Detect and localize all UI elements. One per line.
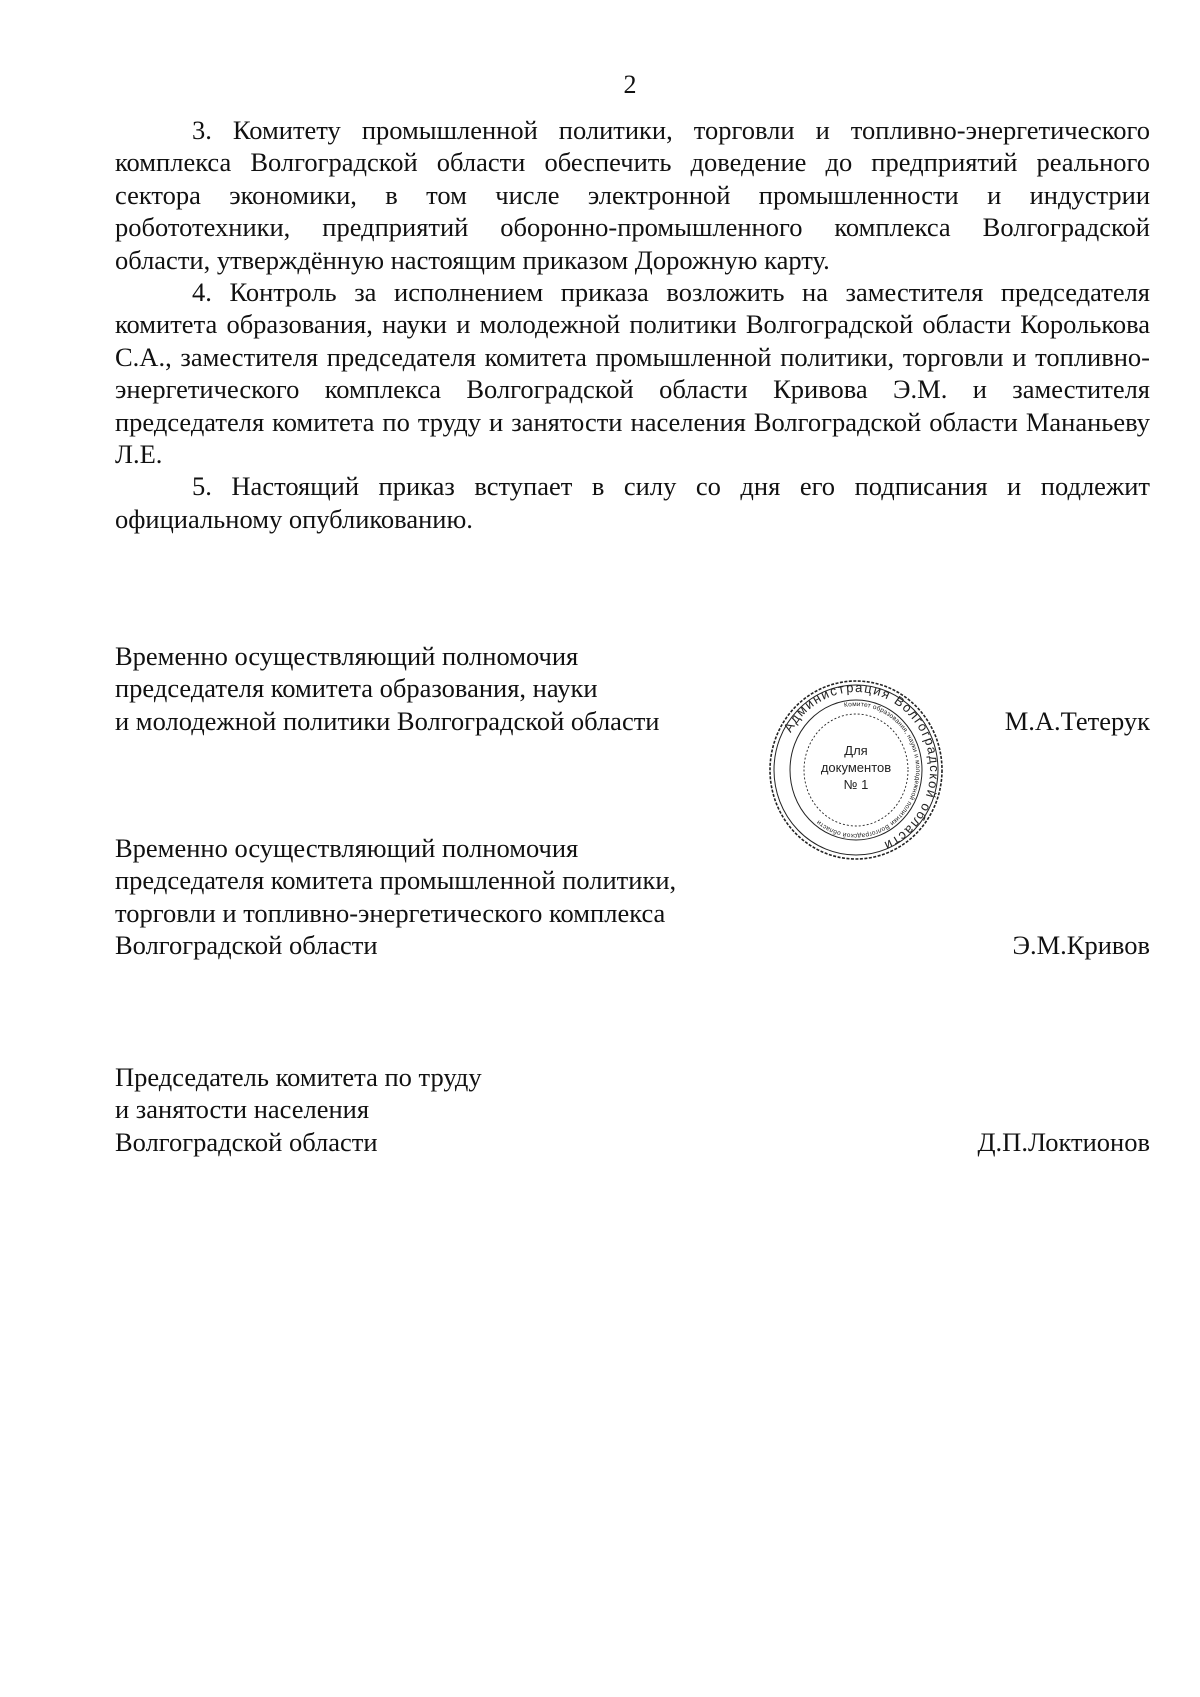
signature-title-line: Волгоградской области xyxy=(115,930,378,961)
seal-center-line: документов xyxy=(820,760,892,775)
signature-title-line: и занятости населения xyxy=(115,1094,370,1125)
signature-block-industry xyxy=(115,832,1150,962)
page-number: 2 xyxy=(623,70,637,99)
signature-title-line: торговли и топливно-энергетического комплекса xyxy=(115,897,666,928)
paragraph-5: 5. Настоящий приказ вступает в силу со дня его подписания и подлежит официальному опубликованию. xyxy=(115,471,1150,534)
signature-title-line: и молодежной политики Волгоградской области xyxy=(115,705,660,736)
signature-title-line: Временно осуществляющий полномочия xyxy=(115,641,579,671)
signature-title xyxy=(115,640,1150,737)
signature-title xyxy=(115,832,1150,962)
signature-block-education xyxy=(115,640,1150,737)
seal-outer-text: Администрация Волгоградской области xyxy=(780,679,943,854)
signature-title-line: Председатель комитета по труду xyxy=(115,1062,482,1092)
signature-block-labor xyxy=(115,1061,1150,1158)
paragraph-4: 4. Контроль за исполнением приказа возложить на заместителя председателя комитета образования, науки и молодежной политики Волгоградской области Королькова С.А., заместителя председателя комитета промышленной политики, торговли и топливно-энергетического комплекса Волгоградской области Кривова Э.М. и заместителя председателя комитета по труду и занятости населения Волгоградской области Мананьеву Л.Е. xyxy=(115,277,1150,470)
seal-center-line: № 1 xyxy=(843,777,869,792)
signature-title-line: председателя комитета промышленной политики, xyxy=(115,865,677,896)
seal-inner-text: Комитет образования, науки и молодежной политики Волгоградской области xyxy=(815,700,922,840)
signatory-name: Э.М.Кривов xyxy=(1012,930,1150,961)
document-body xyxy=(115,114,1150,535)
signature-title-line: председателя комитета образования, науки xyxy=(115,673,598,704)
paragraph-3: 3. Комитету промышленной политики, торговли и топливно-энергетического комплекса Волгоградской области обеспечить доведение до предприятий реального сектора экономики, в том числе электронной промышленности и индустрии робототехники, предприятий оборонно-промышленного комплекса Волгоградской области, утверждённую настоящим приказом Дорожную карту. xyxy=(115,115,1150,275)
seal-center-line: Для xyxy=(844,743,868,758)
signature-title-line: Волгоградской области xyxy=(115,1126,378,1157)
signatory-name: Д.П.Локтионов xyxy=(977,1126,1150,1157)
signatory-name: М.А.Тетерук xyxy=(1004,705,1150,736)
signature-title-line: Временно осуществляющий полномочия xyxy=(115,833,579,863)
